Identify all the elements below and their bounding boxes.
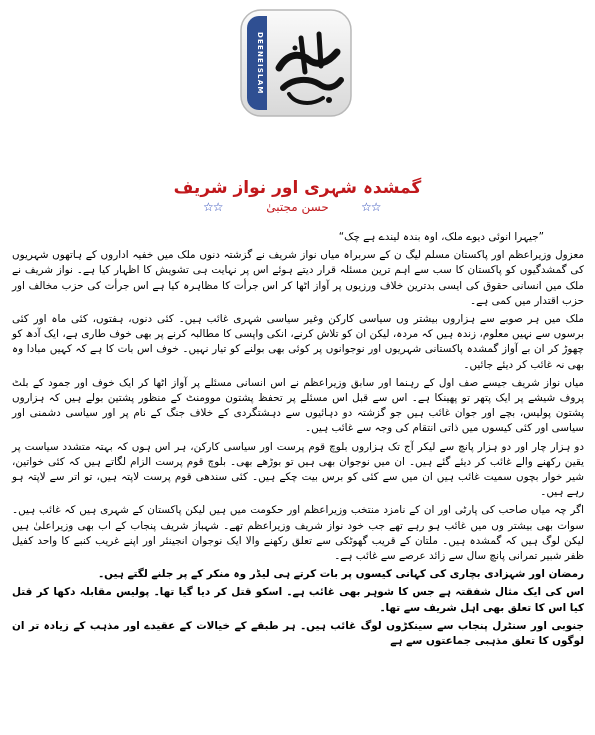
paragraph: رمضان اور شہزادی بچاری کی کہانی کیسوں پر بات کرتے ہی لیڈر وہ منکر کے پر جلنے لگتے ہیں۔ <box>98 568 584 581</box>
paragraph: میاں نواز شریف جیسے صف اول کے رہنما اور سابق وزیراعظم نے اس انسانی مسئلے پر آواز اٹھا کر ایک خوف اور جمود کے بلٹ پروف شیشے پر ایک پتھر تو پھینکا ہے۔ اس سے قبل اس مسئلے پر تحفظ پشتون موومنٹ کے منظور پشتین بولے ہیں کہ ہزاروں پشتون پولیس، بچے اور جوان غائب ہیں جو گزشتہ دو دہائیوں سے دہشتگردی کے خلاف جنگ کے نام پر اور سیاسی دشمنی اور سیاسی اور کئی کیسوں میں ذاتی انتقام کی وجہ سے غائب ہیں۔ <box>12 376 584 435</box>
star-icon: ☆☆ <box>203 200 223 214</box>
paragraph: معزول وزیراعظم اور پاکستان مسلم لیگ ن کے سربراہ میاں نواز شریف نے گزشتہ دنوں ملک میں خفیہ اداروں کے ہاتھوں شہریوں کی گمشدگیوں کو پاکستان کا سب سے اہم ترین مسئلہ قرار دیتے ہوئے اس پر نہایت ہی تشویش کا اظہار کیا ہے۔ نواز شریف نے ملک میں انسانی حقوق کی ایسی بدترین خلاف ورزیوں پر آواز اٹھا کر اس جرأت کا مظاہرہ کیا ہے اس جرأت کی حزب مخالف اور حزب اقتدار میں کمی ہے۔ <box>12 249 584 307</box>
author-name: حسن مجتبیٰ <box>266 200 329 214</box>
paragraph: اس کی ایک مثال شفقتہ ہے جس کا شوہر بھی غائب ہے۔ اسکو قتل کر دیا گیا تھا۔ پولیس مقابلہ دکھا کر قتل کیا اس کا تعلق بھی اہل شریف سے تھا۔ <box>12 586 584 614</box>
paragraph: دو ہزار چار اور دو ہزار پانچ سے لیکر آج تک ہزاروں بلوچ قوم پرست اور سیاسی کارکن، ہر اس ہوں کہ بہتہ متشدد سیاست پر یقین رکھنے والے غائب کر دیئے گئے ہیں۔ ان میں نوجوان بھی ہیں تو بوڑھے بھی۔ بلوچ قوم پرست الزام لگاتے ہیں کہ کئی خواتین، شیر خوار بچوں سمیت غائب ہیں ان میں سے کئی کو برس بیت چکے ہیں۔ کئی سندھی قوم پرست لاپتہ ہیں، تو اتر سے لاپتہ ہو رہے ہیں۔ <box>12 440 584 499</box>
paragraph: جنوبی اور سنٹرل پنجاب سے سینکڑوں لوگ غائب ہیں۔ ہر طبقے کے خیالات کے عقیدے اور مذہب کے زیادہ تر ان لوگوں کا تعلق مذہبی جماعتوں سے ہے <box>12 619 584 648</box>
deeneislam-logo <box>239 8 353 118</box>
article-title: گمشدہ شہری اور نواز شریف <box>173 178 422 198</box>
article-body <box>12 230 584 652</box>
paragraph: اگر چہ میاں صاحب کی پارٹی اور ان کے نامزد منتخب وزیراعظم اور حکومت میں ہیں لیکن پاکستان کے شہری ہیں کہ غائب ہیں۔ سوات بھی بیشتر وں میں غائب ہو رہے تھے جب خود نواز شریف وزیراعظم تھے۔ شہباز شریف پنجاب کے اب بھی وزیراعلیٰ ہیں لیکن لوگ ہیں کہ گمشدہ ہیں۔ ملتان کے قریب گھوٹکی سے تعلق رکھنے والا ایک نوجوان انجینئر اور اپنے غریب کنبے کا واحد کفیل ظفر شبیر تمرانی پانچ سال سے زائد عرصے سے غائب ہے۔ <box>12 504 584 563</box>
paragraph: ملک میں ہر صوبے سے ہزاروں بیشتر وں سیاسی کارکن وغیر سیاسی شہری غائب ہیں۔ کئی دنوں، ہفتوں، کئی ماہ اور کئی برسوں سے نہیں معلوم، زندہ ہیں کہ مردہ، لیکن ان کو تلاش کرنے، انکی واپسی کا مطالبہ کرنے پر بھی خوف طاری ہے، ایک آدھ کو چھوڑ کر ان بے آواز گمشدہ پاکستانی شہریوں اور نوجوانوں پر کوئی بھی بولنے کو تیار نہیں۔ خوف اس بات کا ہے کہ کہیں مبادا وہ بھی نہ غائب کر دیئے جائیں۔ <box>12 313 584 371</box>
byline-row <box>0 200 595 222</box>
star-icon: ☆☆ <box>361 200 381 214</box>
svg-text:DEENEISLAM: DEENEISLAM <box>256 32 264 95</box>
opening-quote: ”جیہرا انوئی دیوے ملک، اوہ بندہ لیندے ہے چک“ <box>338 231 544 243</box>
